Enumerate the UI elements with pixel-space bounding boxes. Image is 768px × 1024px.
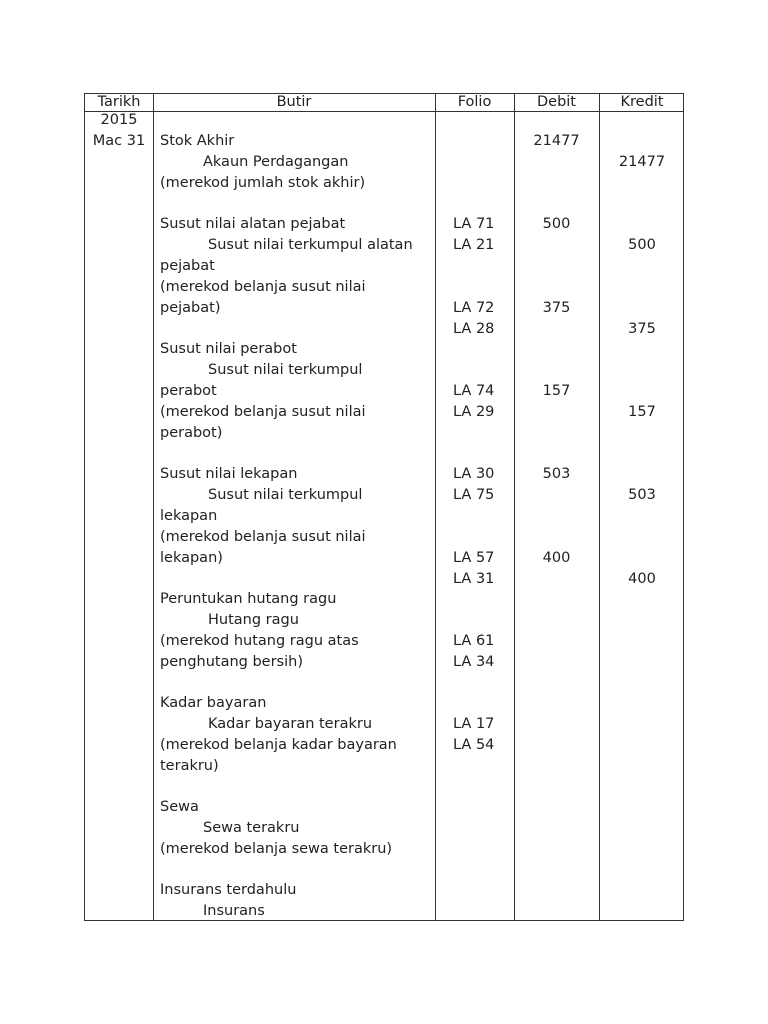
kredit-amount: 400: [628, 571, 656, 587]
kredit-amount: 157: [628, 404, 656, 420]
folio-ref: LA 21: [453, 237, 495, 253]
butir-line: Stok Akhir: [160, 133, 235, 149]
butir-line: (merekod belanja kadar bayaran: [160, 737, 397, 753]
butir-line: Akaun Perdagangan: [203, 154, 349, 170]
butir-line: lekapan): [160, 550, 223, 566]
header-tarikh: Tarikh: [97, 94, 141, 110]
butir-line: perabot: [160, 383, 217, 399]
butir-line: pejabat): [160, 300, 221, 316]
kredit-amount: 503: [628, 487, 656, 503]
butir-line: Susut nilai lekapan: [160, 466, 298, 482]
kredit-amount: 500: [628, 237, 656, 253]
header-debit: Debit: [536, 94, 576, 110]
debit-amount: 503: [542, 466, 571, 482]
folio-ref: LA 71: [453, 216, 495, 232]
butir-line: Hutang ragu: [208, 612, 299, 628]
butir-line: Insurans terdahulu: [160, 882, 297, 898]
folio-ref: LA 31: [453, 571, 495, 587]
debit-amount: 500: [542, 216, 571, 232]
butir-line: (merekod belanja sewa terakru): [160, 841, 393, 857]
folio-ref: LA 30: [453, 466, 495, 482]
debit-amount: 400: [542, 550, 571, 566]
folio-ref: LA 74: [453, 383, 495, 399]
folio-ref: LA 29: [453, 404, 495, 420]
butir-line: Peruntukan hutang ragu: [160, 591, 337, 607]
butir-line: Kadar bayaran terakru: [208, 716, 373, 732]
folio-ref: LA 17: [453, 716, 495, 732]
debit-amount: 21477: [533, 133, 580, 149]
debit-amount: 157: [542, 383, 571, 399]
kredit-amount: 375: [628, 321, 656, 337]
butir-line: Insurans: [203, 903, 265, 919]
butir-line: (merekod belanja susut nilai: [160, 279, 366, 295]
kredit-amount: 21477: [618, 154, 666, 170]
butir-line: Kadar bayaran: [160, 695, 267, 711]
butir-line: lekapan: [160, 508, 218, 524]
column-divider: [435, 94, 436, 920]
butir-line: Susut nilai alatan pejabat: [160, 216, 346, 232]
date-year: 2015: [100, 112, 138, 128]
butir-line: Susut nilai perabot: [160, 341, 297, 357]
butir-line: (merekod belanja susut nilai: [160, 404, 366, 420]
butir-line: pejabat: [160, 258, 215, 274]
butir-line: penghutang bersih): [160, 654, 303, 670]
header-kredit: Kredit: [620, 94, 664, 110]
folio-ref: LA 57: [453, 550, 495, 566]
folio-ref: LA 34: [453, 654, 495, 670]
butir-line: perabot): [160, 425, 223, 441]
column-divider: [153, 94, 154, 920]
column-divider: [599, 94, 600, 920]
butir-line: Sewa: [160, 799, 199, 815]
butir-line: (merekod belanja susut nilai: [160, 529, 366, 545]
folio-ref: LA 75: [453, 487, 495, 503]
butir-line: Susut nilai terkumpul: [208, 362, 363, 378]
butir-line: (merekod hutang ragu atas: [160, 633, 359, 649]
header-divider: [85, 111, 683, 112]
butir-line: Susut nilai terkumpul alatan: [208, 237, 413, 253]
folio-ref: LA 28: [453, 321, 495, 337]
date-day: Mac 31: [92, 133, 146, 149]
journal-table: [84, 93, 684, 921]
butir-line: Sewa terakru: [203, 820, 300, 836]
folio-ref: LA 72: [453, 300, 495, 316]
debit-amount: 375: [542, 300, 571, 316]
butir-line: (merekod jumlah stok akhir): [160, 175, 366, 191]
folio-ref: LA 54: [453, 737, 495, 753]
butir-line: Susut nilai terkumpul: [208, 487, 363, 503]
folio-ref: LA 61: [453, 633, 495, 649]
butir-line: terakru): [160, 758, 219, 774]
header-folio: Folio: [457, 94, 492, 110]
header-butir: Butir: [276, 94, 312, 110]
